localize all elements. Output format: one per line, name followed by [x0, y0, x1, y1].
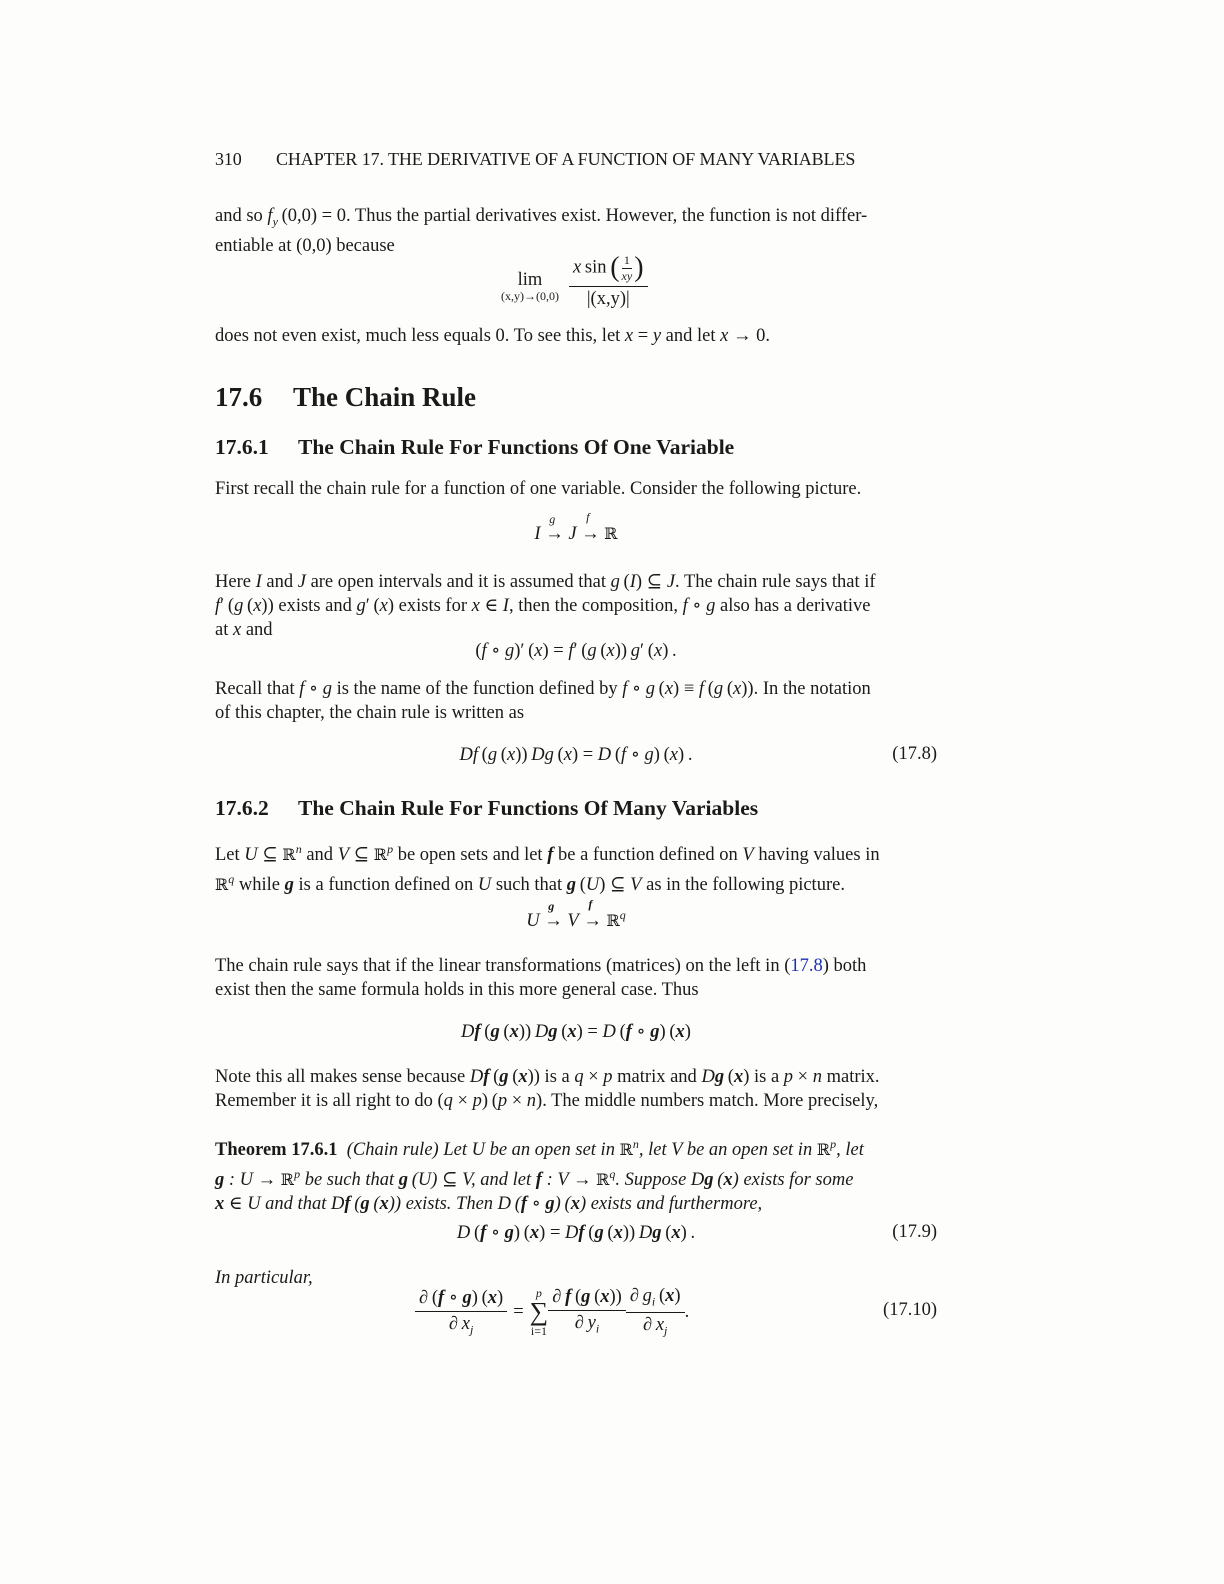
equation-number-17-10: (17.10)	[883, 1300, 937, 1320]
subsection-2-number: 17.6.2	[215, 796, 269, 820]
subsection-2-paragraph-2: The chain rule says that if the linear transformations (matrices) on the left in (17.8) both exist then the same formula holds in this more general case. Thus	[215, 956, 867, 1000]
subsection-1-title: The Chain Rule For Functions Of One Variable	[298, 435, 735, 459]
equation-17-10: $\frac{\partial (f \circ g) (x)}{\partial x_j}$ = p ∑ i=1 $\frac{\partial f (g (x))}{\partial y_i}$ $\frac{\partial g_i (x)}{\partial x_j}$ . (17.10)	[215, 1286, 937, 1350]
equation-number-17-9: (17.9)	[892, 1222, 937, 1242]
intro-after: does not even exist, much less equals 0. To see this, let x = y and let x → 0.	[215, 326, 770, 346]
equation-number-17-8: (17.8)	[892, 744, 937, 764]
subsection-1-paragraph-1: First recall the chain rule for a function of one variable. Consider the following picture.	[215, 479, 862, 499]
limit-equation	[215, 252, 937, 316]
page-number: 310	[215, 149, 242, 169]
subsection-2-paragraph-3: Note this all makes sense because Df (g (x)) is a q × p matrix and Dg (x) is a p × n matrix. Remember it is all right to do (q × p) (p × n). The middle numbers match. More precisely,	[215, 1067, 880, 1111]
chapter-title: CHAPTER 17. THE DERIVATIVE OF A FUNCTION OF MANY VARIABLES	[276, 149, 856, 169]
subsection-heading-2	[215, 796, 937, 821]
limit-fraction	[569, 252, 648, 310]
section-number: 17.6	[215, 382, 263, 412]
limit-numerator: x sin ( $\frac{1}{xy}$ )	[569, 252, 648, 287]
intro-line-2: entiable at (0,0) because	[215, 235, 395, 256]
equation-reference-link[interactable]: 17.8	[790, 956, 823, 976]
equation-17-9: D (f ∘ g) (x) = Df (g (x)) Dg (x) . (17.9)	[456, 1222, 937, 1243]
in-particular: In particular,	[215, 1268, 313, 1288]
intro-line-1: and so $f_y$ (0,0) = 0. Thus the partial derivatives exist. However, the function is not differ-	[215, 206, 868, 229]
limit-denominator: |(x,y)|	[586, 289, 630, 309]
one-variable-chain-rule: (f ∘ g)′ (x) = f′ (g (x)) g′ (x) .	[475, 641, 677, 661]
subsection-2-paragraph-1: Let U ⊆ ℝ$^n$ and V ⊆ ℝ$^p$ be open sets and let f be a function defined on V having values in ℝ$^q$ while g is a function defined on U such that g (U) ⊆ V as in the following picture.	[215, 842, 880, 896]
partial-term-2: $\frac{\partial g_i (x)}{\partial x_j}$	[626, 1286, 685, 1338]
summation: p ∑ i=1	[529, 1286, 549, 1339]
theorem-17-6-1: Theorem 17.6.1 (Chain rule) Let U be an open set in ℝ$^n$, let V be an open set in ℝ$^p$, let g : U → ℝ$^p$ be such that g (U) ⊆ V, and let f : V → ℝ$^q$. Suppose Dg (x) exists for some x ∈ U and that Df (g (x)) exists. Then D (f ∘ g) (x) exists and furthermore,	[215, 1137, 864, 1215]
equation-17-8: Df (g (x)) Dg (x) = D (f ∘ g) (x) . (17.8)	[459, 744, 937, 765]
limit-label: lim	[517, 270, 543, 290]
many-variable-chain-rule: Df (g (x)) Dg (x) = D (f ∘ g) (x)	[461, 1022, 691, 1042]
theorem-name: (Chain rule)	[346, 1140, 439, 1161]
subsection-heading-1	[215, 435, 937, 460]
one-variable-diagram: I → g J → f ℝ	[534, 510, 618, 544]
limit-subscript: (x,y)→(0,0)	[501, 289, 559, 303]
subsection-1-paragraph-2: Here I and J are open intervals and it is assumed that g (I) ⊆ J. The chain rule says that if f′ (g (x)) exists and g′ (x) exists for x ∈ I, then the composition, f ∘ g also has a derivative at x and	[215, 572, 876, 640]
partial-lhs: $\frac{\partial (f \circ g) (x)}{\partial x_j}$	[415, 1287, 507, 1338]
section-title: The Chain Rule	[293, 382, 477, 412]
partial-term-1: $\frac{\partial f (g (x))}{\partial y_i}$	[548, 1287, 626, 1337]
subsection-1-number: 17.6.1	[215, 435, 269, 459]
running-header	[215, 149, 937, 170]
theorem-label: Theorem 17.6.1	[215, 1140, 338, 1161]
intro-paragraph	[215, 204, 937, 258]
many-variable-diagram: U → g V → f ℝ$^q$	[526, 897, 626, 932]
subsection-1-paragraph-3: Recall that f ∘ g is the name of the function defined by f ∘ g (x) ≡ f (g (x)). In the notation of this chapter, the chain rule is written as	[215, 679, 871, 723]
section-heading	[215, 382, 937, 413]
subsection-2-title: The Chain Rule For Functions Of Many Variables	[298, 796, 759, 820]
